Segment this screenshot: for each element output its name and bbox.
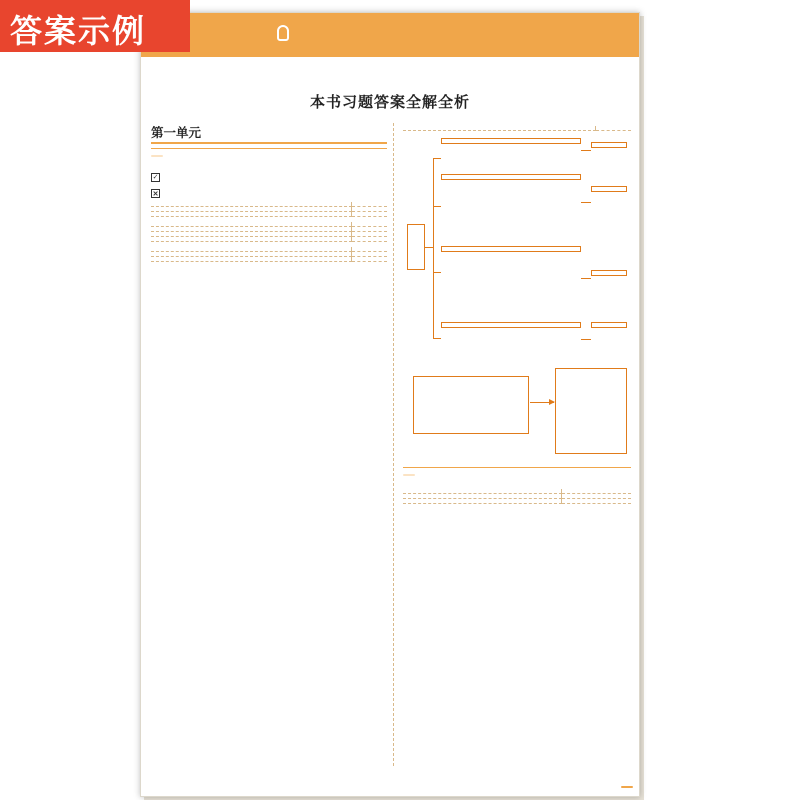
frame-title: [151, 147, 387, 149]
option-verdict: [351, 257, 387, 262]
diagram-connector: [581, 202, 591, 203]
diagram-connector: [581, 150, 591, 151]
diagram-connector: [433, 158, 434, 338]
page-number: [621, 786, 633, 788]
cross-icon: ✕: [152, 188, 159, 198]
page-banner: [141, 13, 639, 57]
question-2-options-table: [151, 222, 387, 242]
diagram-box-2: [441, 174, 581, 180]
answer-example-tag: 答案示例: [0, 0, 190, 52]
diagram-connector: [433, 338, 441, 339]
diagram-main-node: [407, 224, 425, 270]
option-verdict: [595, 126, 631, 131]
table-row: [151, 212, 387, 217]
table-row: [151, 237, 387, 242]
diagram-connector: [581, 339, 591, 340]
diagram-result-4: [591, 322, 627, 328]
table-row: [403, 126, 631, 131]
practice-tag: [151, 155, 163, 157]
unit-title: 第一单元: [151, 123, 387, 144]
arrow-right-icon: [530, 402, 554, 403]
column-divider: [393, 123, 394, 766]
option-verdict: [561, 498, 631, 503]
option-text: [403, 126, 595, 131]
option-verdict: [351, 237, 387, 242]
option-text: [151, 212, 351, 217]
diagram-box-4: [441, 322, 581, 328]
book-page: [140, 12, 640, 797]
practice-tag: [403, 474, 415, 476]
frame-2-title: [403, 466, 631, 468]
option-text: [403, 498, 561, 503]
option-verdict: [351, 212, 387, 217]
question-5: [151, 247, 387, 262]
continued-table: [403, 126, 631, 131]
key-info-box: [413, 376, 529, 434]
diagram-box-3: [441, 246, 581, 252]
diagram-connector: [433, 206, 441, 207]
table-row: [151, 257, 387, 262]
lightbulb-icon: [277, 25, 289, 41]
left-column: [151, 123, 387, 267]
diagram-connector: [433, 272, 441, 273]
frame-2-question-1-table: [403, 489, 631, 504]
option-text: [151, 257, 351, 262]
diagram-box-1: [441, 138, 581, 144]
question-1: [151, 169, 387, 217]
question-5-options-table: [151, 247, 387, 262]
diagram-connector: [581, 278, 591, 279]
table-row: [403, 498, 631, 503]
question-2: [151, 222, 387, 242]
diagram-connector: [433, 158, 441, 159]
check-icon: ✓: [152, 173, 159, 182]
knowledge-box: [555, 368, 627, 454]
diagram-connector: [425, 247, 433, 248]
diagram-result-2: [591, 186, 627, 192]
right-column: [403, 123, 631, 509]
question-6-diagram: [403, 136, 631, 364]
question-1-options-table: [151, 202, 387, 217]
diagram-result-1: [591, 142, 627, 148]
option-text: [151, 237, 351, 242]
question-7-diagram: [403, 368, 631, 460]
diagram-result-3: [591, 270, 627, 276]
page-title: 本书习题答案全解全析: [309, 93, 470, 111]
